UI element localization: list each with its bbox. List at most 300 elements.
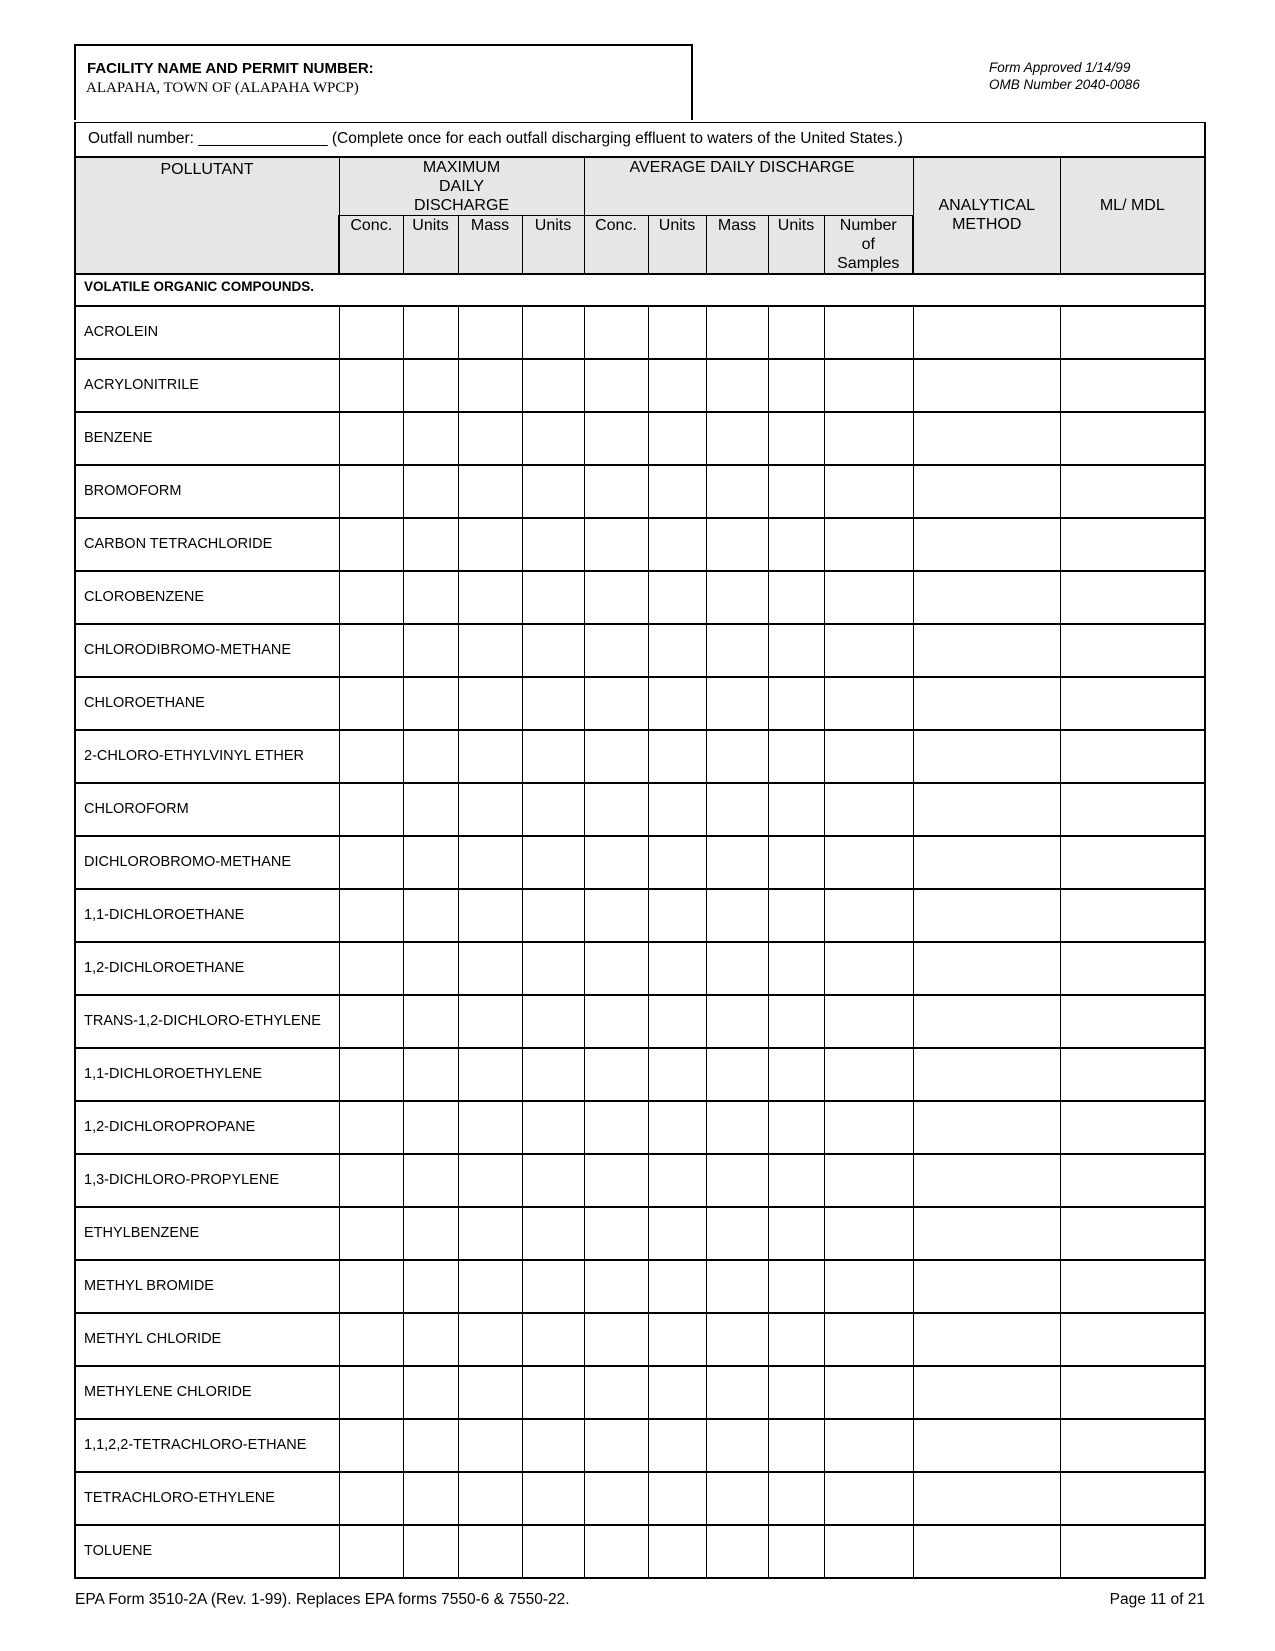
- sub-number-of-samples: Number of Samples: [824, 215, 913, 274]
- entry-cell[interactable]: [584, 1472, 648, 1525]
- entry-cell[interactable]: [1060, 783, 1205, 836]
- entry-cell[interactable]: [458, 677, 522, 730]
- entry-cell[interactable]: [824, 465, 913, 518]
- entry-cell[interactable]: [584, 889, 648, 942]
- entry-cell[interactable]: [706, 942, 768, 995]
- entry-cell[interactable]: [1060, 412, 1205, 465]
- entry-cell[interactable]: [706, 783, 768, 836]
- entry-cell[interactable]: [458, 306, 522, 359]
- entry-cell[interactable]: [768, 1472, 824, 1525]
- entry-cell[interactable]: [1060, 836, 1205, 889]
- entry-cell[interactable]: [648, 359, 706, 412]
- entry-cell[interactable]: [913, 783, 1060, 836]
- entry-cell[interactable]: [913, 1101, 1060, 1154]
- entry-cell[interactable]: [824, 359, 913, 412]
- entry-cell[interactable]: [913, 359, 1060, 412]
- entry-cell[interactable]: [706, 1101, 768, 1154]
- pollutant-name: ACRYLONITRILE: [75, 359, 339, 412]
- entry-cell[interactable]: [824, 571, 913, 624]
- entry-cell[interactable]: [824, 942, 913, 995]
- entry-cell[interactable]: [458, 412, 522, 465]
- entry-cell[interactable]: [648, 1260, 706, 1313]
- entry-cell[interactable]: [522, 1525, 584, 1578]
- table-row: [75, 1419, 1205, 1472]
- entry-cell[interactable]: [706, 1525, 768, 1578]
- entry-cell[interactable]: [458, 783, 522, 836]
- table-row: [75, 1154, 1205, 1207]
- entry-cell[interactable]: [1060, 942, 1205, 995]
- entry-cell[interactable]: [1060, 1154, 1205, 1207]
- entry-cell[interactable]: [522, 836, 584, 889]
- entry-cell[interactable]: [824, 624, 913, 677]
- col-analytical-method: ANALYTICAL METHOD: [913, 157, 1060, 274]
- entry-cell[interactable]: [522, 412, 584, 465]
- entry-cell[interactable]: [458, 1154, 522, 1207]
- entry-cell[interactable]: [458, 624, 522, 677]
- entry-cell[interactable]: [768, 730, 824, 783]
- entry-cell[interactable]: [403, 1472, 458, 1525]
- sub-avg-conc: Conc.: [584, 215, 648, 274]
- entry-cell[interactable]: [339, 1154, 403, 1207]
- entry-cell[interactable]: [768, 1525, 824, 1578]
- entry-cell[interactable]: [584, 571, 648, 624]
- entry-cell[interactable]: [648, 1207, 706, 1260]
- entry-cell[interactable]: [913, 518, 1060, 571]
- entry-cell[interactable]: [339, 306, 403, 359]
- entry-cell[interactable]: [768, 1419, 824, 1472]
- entry-cell[interactable]: [824, 1207, 913, 1260]
- entry-cell[interactable]: [1060, 518, 1205, 571]
- entry-cell[interactable]: [339, 1048, 403, 1101]
- entry-cell[interactable]: [403, 1260, 458, 1313]
- entry-cell[interactable]: [458, 571, 522, 624]
- table-row: [75, 995, 1205, 1048]
- entry-cell[interactable]: [648, 995, 706, 1048]
- entry-cell[interactable]: [339, 1366, 403, 1419]
- entry-cell[interactable]: [339, 1525, 403, 1578]
- entry-cell[interactable]: [458, 465, 522, 518]
- entry-cell[interactable]: [584, 518, 648, 571]
- pollutant-name: BENZENE: [75, 412, 339, 465]
- entry-cell[interactable]: [648, 1472, 706, 1525]
- entry-cell[interactable]: [1060, 730, 1205, 783]
- entry-cell[interactable]: [403, 1525, 458, 1578]
- entry-cell[interactable]: [768, 1366, 824, 1419]
- pollutant-name: METHYL BROMIDE: [75, 1260, 339, 1313]
- entry-cell[interactable]: [648, 518, 706, 571]
- entry-cell[interactable]: [1060, 624, 1205, 677]
- pollutant-name: CHLOROETHANE: [75, 677, 339, 730]
- entry-cell[interactable]: [584, 1366, 648, 1419]
- entry-cell[interactable]: [768, 1101, 824, 1154]
- entry-cell[interactable]: [522, 571, 584, 624]
- entry-cell[interactable]: [339, 571, 403, 624]
- form-approved-date: Form Approved 1/14/99: [989, 60, 1131, 75]
- entry-cell[interactable]: [339, 942, 403, 995]
- entry-cell[interactable]: [522, 1313, 584, 1366]
- entry-cell[interactable]: [458, 889, 522, 942]
- entry-cell[interactable]: [824, 518, 913, 571]
- entry-cell[interactable]: [403, 1313, 458, 1366]
- entry-cell[interactable]: [458, 836, 522, 889]
- entry-cell[interactable]: [522, 677, 584, 730]
- entry-cell[interactable]: [824, 783, 913, 836]
- entry-cell[interactable]: [458, 1525, 522, 1578]
- table-row: [75, 836, 1205, 889]
- entry-cell[interactable]: [913, 730, 1060, 783]
- entry-cell[interactable]: [522, 359, 584, 412]
- entry-cell[interactable]: [913, 889, 1060, 942]
- entry-cell[interactable]: [824, 412, 913, 465]
- table-row: [75, 677, 1205, 730]
- entry-cell[interactable]: [648, 306, 706, 359]
- entry-cell[interactable]: [824, 1260, 913, 1313]
- entry-cell[interactable]: [1060, 571, 1205, 624]
- entry-cell[interactable]: [768, 518, 824, 571]
- entry-cell[interactable]: [403, 412, 458, 465]
- entry-cell[interactable]: [403, 889, 458, 942]
- entry-cell[interactable]: [768, 465, 824, 518]
- entry-cell[interactable]: [824, 306, 913, 359]
- entry-cell[interactable]: [768, 783, 824, 836]
- entry-cell[interactable]: [522, 465, 584, 518]
- entry-cell[interactable]: [584, 942, 648, 995]
- entry-cell[interactable]: [458, 1366, 522, 1419]
- entry-cell[interactable]: [913, 1525, 1060, 1578]
- entry-cell[interactable]: [339, 889, 403, 942]
- table-row: [75, 306, 1205, 359]
- entry-cell[interactable]: [1060, 1207, 1205, 1260]
- entry-cell[interactable]: [1060, 1419, 1205, 1472]
- entry-cell[interactable]: [824, 1472, 913, 1525]
- entry-cell[interactable]: [584, 624, 648, 677]
- sub-max-mass: Mass: [458, 215, 522, 274]
- entry-cell[interactable]: [824, 1366, 913, 1419]
- entry-cell[interactable]: [522, 1419, 584, 1472]
- entry-cell[interactable]: [648, 1313, 706, 1366]
- entry-cell[interactable]: [339, 518, 403, 571]
- entry-cell[interactable]: [458, 1472, 522, 1525]
- entry-cell[interactable]: [458, 730, 522, 783]
- table-row: [75, 1472, 1205, 1525]
- entry-cell[interactable]: [648, 1366, 706, 1419]
- entry-cell[interactable]: [824, 1419, 913, 1472]
- entry-cell[interactable]: [706, 677, 768, 730]
- entry-cell[interactable]: [824, 1101, 913, 1154]
- entry-cell[interactable]: [648, 783, 706, 836]
- entry-cell[interactable]: [706, 359, 768, 412]
- entry-cell[interactable]: [648, 942, 706, 995]
- entry-cell[interactable]: [584, 1313, 648, 1366]
- entry-cell[interactable]: [913, 836, 1060, 889]
- entry-cell[interactable]: [648, 889, 706, 942]
- entry-cell[interactable]: [403, 571, 458, 624]
- entry-cell[interactable]: [458, 1048, 522, 1101]
- entry-cell[interactable]: [824, 1525, 913, 1578]
- entry-cell[interactable]: [522, 1101, 584, 1154]
- entry-cell[interactable]: [706, 1313, 768, 1366]
- entry-cell[interactable]: [339, 836, 403, 889]
- entry-cell[interactable]: [403, 1207, 458, 1260]
- omb-number: OMB Number 2040-0086: [989, 77, 1140, 92]
- entry-cell[interactable]: [913, 1154, 1060, 1207]
- entry-cell[interactable]: [913, 1260, 1060, 1313]
- footer-form-id: EPA Form 3510-2A (Rev. 1-99). Replaces EPA forms 7550-6 & 7550-22.: [75, 1591, 570, 1608]
- entry-cell[interactable]: [403, 518, 458, 571]
- entry-cell[interactable]: [648, 571, 706, 624]
- entry-cell[interactable]: [706, 1419, 768, 1472]
- entry-cell[interactable]: [1060, 889, 1205, 942]
- entry-cell[interactable]: [458, 1207, 522, 1260]
- entry-cell[interactable]: [522, 1048, 584, 1101]
- entry-cell[interactable]: [913, 1472, 1060, 1525]
- entry-cell[interactable]: [706, 412, 768, 465]
- entry-cell[interactable]: [403, 624, 458, 677]
- entry-cell[interactable]: [648, 1048, 706, 1101]
- entry-cell[interactable]: [706, 571, 768, 624]
- entry-cell[interactable]: [522, 624, 584, 677]
- entry-cell[interactable]: [458, 1313, 522, 1366]
- entry-cell[interactable]: [584, 465, 648, 518]
- entry-cell[interactable]: [768, 1313, 824, 1366]
- entry-cell[interactable]: [522, 995, 584, 1048]
- entry-cell[interactable]: [403, 783, 458, 836]
- entry-cell[interactable]: [584, 1154, 648, 1207]
- entry-cell[interactable]: [403, 995, 458, 1048]
- entry-cell[interactable]: [1060, 1366, 1205, 1419]
- entry-cell[interactable]: [706, 306, 768, 359]
- entry-cell[interactable]: [824, 677, 913, 730]
- entry-cell[interactable]: [706, 624, 768, 677]
- entry-cell[interactable]: [913, 412, 1060, 465]
- entry-cell[interactable]: [584, 677, 648, 730]
- entry-cell[interactable]: [706, 995, 768, 1048]
- entry-cell[interactable]: [706, 730, 768, 783]
- section-volatile-organic: VOLATILE ORGANIC COMPOUNDS.: [75, 274, 1205, 306]
- sub-max-units: Units: [403, 215, 458, 274]
- entry-cell[interactable]: [706, 1154, 768, 1207]
- entry-cell[interactable]: [522, 1366, 584, 1419]
- entry-cell[interactable]: [824, 1313, 913, 1366]
- entry-cell[interactable]: [913, 942, 1060, 995]
- entry-cell[interactable]: [913, 1207, 1060, 1260]
- pollutant-name: TRANS-1,2-DICHLORO-ETHYLENE: [75, 995, 339, 1048]
- entry-cell[interactable]: [768, 359, 824, 412]
- col-pollutant: POLLUTANT: [75, 157, 339, 274]
- entry-cell[interactable]: [768, 836, 824, 889]
- entry-cell[interactable]: [458, 995, 522, 1048]
- entry-cell[interactable]: [648, 624, 706, 677]
- entry-cell[interactable]: [522, 889, 584, 942]
- entry-cell[interactable]: [648, 1525, 706, 1578]
- entry-cell[interactable]: [522, 730, 584, 783]
- entry-cell[interactable]: [339, 359, 403, 412]
- entry-cell[interactable]: [584, 1101, 648, 1154]
- entry-cell[interactable]: [768, 1207, 824, 1260]
- pollutant-name: TOLUENE: [75, 1525, 339, 1578]
- entry-cell[interactable]: [1060, 1313, 1205, 1366]
- entry-cell[interactable]: [403, 1101, 458, 1154]
- entry-cell[interactable]: [824, 889, 913, 942]
- entry-cell[interactable]: [403, 359, 458, 412]
- entry-cell[interactable]: [768, 995, 824, 1048]
- entry-cell[interactable]: [1060, 995, 1205, 1048]
- entry-cell[interactable]: [913, 1366, 1060, 1419]
- entry-cell[interactable]: [913, 995, 1060, 1048]
- sub-max-conc: Conc.: [339, 215, 403, 274]
- entry-cell[interactable]: [339, 624, 403, 677]
- entry-cell[interactable]: [824, 836, 913, 889]
- entry-cell[interactable]: [706, 465, 768, 518]
- entry-cell[interactable]: [403, 730, 458, 783]
- entry-cell[interactable]: [706, 889, 768, 942]
- sub-avg-mass-units: Units: [768, 215, 824, 274]
- entry-cell[interactable]: [403, 836, 458, 889]
- entry-cell[interactable]: [1060, 1472, 1205, 1525]
- entry-cell[interactable]: [339, 1101, 403, 1154]
- entry-cell[interactable]: [1060, 1525, 1205, 1578]
- entry-cell[interactable]: [768, 624, 824, 677]
- entry-cell[interactable]: [522, 1260, 584, 1313]
- entry-cell[interactable]: [768, 412, 824, 465]
- entry-cell[interactable]: [522, 518, 584, 571]
- entry-cell[interactable]: [824, 1048, 913, 1101]
- entry-cell[interactable]: [584, 412, 648, 465]
- table-row: [75, 942, 1205, 995]
- entry-cell[interactable]: [339, 1207, 403, 1260]
- table-row: [75, 624, 1205, 677]
- entry-cell[interactable]: [1060, 677, 1205, 730]
- entry-cell[interactable]: [403, 942, 458, 995]
- entry-cell[interactable]: [1060, 306, 1205, 359]
- table-row: [75, 730, 1205, 783]
- entry-cell[interactable]: [706, 1207, 768, 1260]
- entry-cell[interactable]: [584, 359, 648, 412]
- entry-cell[interactable]: [1060, 1048, 1205, 1101]
- entry-cell[interactable]: [648, 1101, 706, 1154]
- entry-cell[interactable]: [403, 1419, 458, 1472]
- entry-cell[interactable]: [458, 518, 522, 571]
- entry-cell[interactable]: [768, 889, 824, 942]
- col-ml-mdl: ML/ MDL: [1060, 157, 1205, 274]
- entry-cell[interactable]: [403, 1154, 458, 1207]
- entry-cell[interactable]: [584, 1207, 648, 1260]
- entry-cell[interactable]: [913, 624, 1060, 677]
- entry-cell[interactable]: [648, 412, 706, 465]
- entry-cell[interactable]: [458, 1101, 522, 1154]
- entry-cell[interactable]: [768, 1048, 824, 1101]
- entry-cell[interactable]: [403, 306, 458, 359]
- entry-cell[interactable]: [339, 1260, 403, 1313]
- entry-cell[interactable]: [403, 1366, 458, 1419]
- entry-cell[interactable]: [584, 783, 648, 836]
- entry-cell[interactable]: [522, 1207, 584, 1260]
- entry-cell[interactable]: [648, 677, 706, 730]
- entry-cell[interactable]: [768, 942, 824, 995]
- entry-cell[interactable]: [522, 306, 584, 359]
- entry-cell[interactable]: [522, 942, 584, 995]
- entry-cell[interactable]: [913, 306, 1060, 359]
- entry-cell[interactable]: [1060, 1101, 1205, 1154]
- entry-cell[interactable]: [648, 730, 706, 783]
- entry-cell[interactable]: [458, 1260, 522, 1313]
- pollutant-name: 1,2-DICHLOROPROPANE: [75, 1101, 339, 1154]
- entry-cell[interactable]: [339, 412, 403, 465]
- entry-cell[interactable]: [768, 571, 824, 624]
- entry-cell[interactable]: [339, 677, 403, 730]
- entry-cell[interactable]: [584, 1525, 648, 1578]
- entry-cell[interactable]: [913, 1048, 1060, 1101]
- entry-cell[interactable]: [458, 359, 522, 412]
- group-max-daily: MAXIMUM DAILY DISCHARGE: [339, 157, 584, 216]
- table-row: [75, 1260, 1205, 1313]
- entry-cell[interactable]: [339, 465, 403, 518]
- table-row: [75, 359, 1205, 412]
- entry-cell[interactable]: [648, 1419, 706, 1472]
- entry-cell[interactable]: [584, 836, 648, 889]
- entry-cell[interactable]: [768, 306, 824, 359]
- entry-cell[interactable]: [824, 1154, 913, 1207]
- entry-cell[interactable]: [458, 1419, 522, 1472]
- entry-cell[interactable]: [584, 730, 648, 783]
- entry-cell[interactable]: [1060, 1260, 1205, 1313]
- outfall-number-line[interactable]: Outfall number: _______________ (Complete once for each outfall discharging effluent to waters of the United States.): [75, 123, 1205, 157]
- entry-cell[interactable]: [706, 836, 768, 889]
- entry-cell[interactable]: [913, 1313, 1060, 1366]
- entry-cell[interactable]: [706, 1366, 768, 1419]
- entry-cell[interactable]: [706, 1472, 768, 1525]
- form-approval: [989, 59, 1140, 93]
- entry-cell[interactable]: [768, 677, 824, 730]
- entry-cell[interactable]: [339, 1419, 403, 1472]
- entry-cell[interactable]: [913, 465, 1060, 518]
- entry-cell[interactable]: [522, 1154, 584, 1207]
- entry-cell[interactable]: [768, 1154, 824, 1207]
- entry-cell[interactable]: [913, 677, 1060, 730]
- entry-cell[interactable]: [768, 1260, 824, 1313]
- entry-cell[interactable]: [584, 1419, 648, 1472]
- pollutant-name: TETRACHLORO-ETHYLENE: [75, 1472, 339, 1525]
- entry-cell[interactable]: [403, 1048, 458, 1101]
- entry-cell[interactable]: [584, 1260, 648, 1313]
- entry-cell[interactable]: [339, 1313, 403, 1366]
- entry-cell[interactable]: [339, 1472, 403, 1525]
- entry-cell[interactable]: [1060, 359, 1205, 412]
- entry-cell[interactable]: [522, 783, 584, 836]
- entry-cell[interactable]: [339, 783, 403, 836]
- entry-cell[interactable]: [403, 677, 458, 730]
- entry-cell[interactable]: [584, 995, 648, 1048]
- entry-cell[interactable]: [706, 1048, 768, 1101]
- entry-cell[interactable]: [913, 571, 1060, 624]
- entry-cell[interactable]: [339, 995, 403, 1048]
- entry-cell[interactable]: [648, 1154, 706, 1207]
- entry-cell[interactable]: [706, 518, 768, 571]
- entry-cell[interactable]: [339, 730, 403, 783]
- entry-cell[interactable]: [584, 306, 648, 359]
- entry-cell[interactable]: [1060, 465, 1205, 518]
- entry-cell[interactable]: [522, 1472, 584, 1525]
- entry-cell[interactable]: [824, 730, 913, 783]
- entry-cell[interactable]: [648, 465, 706, 518]
- entry-cell[interactable]: [824, 995, 913, 1048]
- entry-cell[interactable]: [403, 465, 458, 518]
- entry-cell[interactable]: [648, 836, 706, 889]
- entry-cell[interactable]: [584, 1048, 648, 1101]
- entry-cell[interactable]: [458, 942, 522, 995]
- entry-cell[interactable]: [913, 1419, 1060, 1472]
- entry-cell[interactable]: [706, 1260, 768, 1313]
